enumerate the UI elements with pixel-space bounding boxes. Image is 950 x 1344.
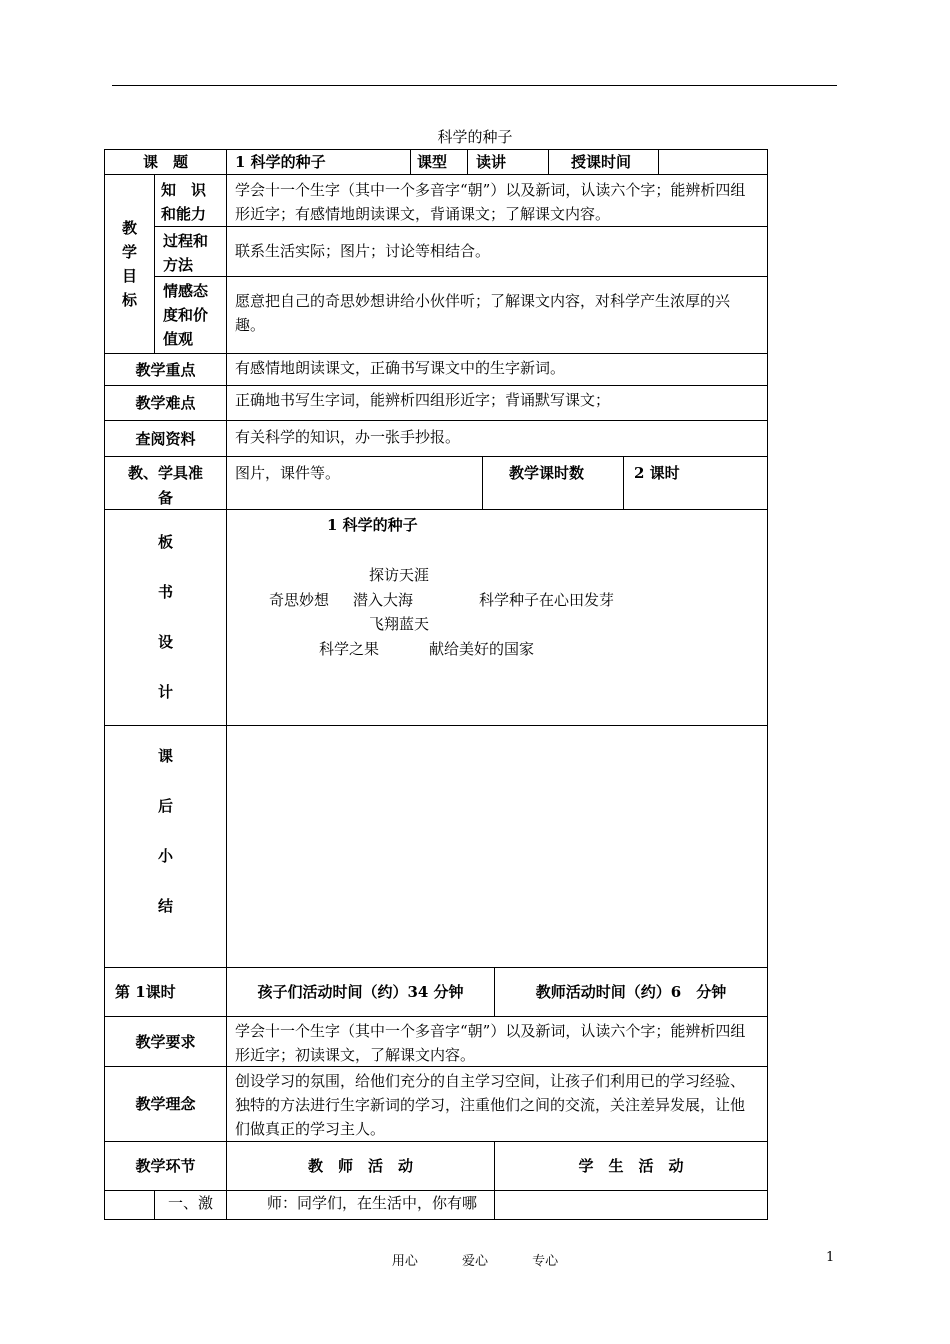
board-line-1: 探访天涯	[369, 566, 430, 584]
board-line-4b: 献给美好的国家	[429, 640, 535, 658]
requirement-text: 学会十一个生字（其中一个多音字“朝”）以及新词，认读六个字；能辨析四组形近字；初读课文，了解课文内容。	[226, 1016, 768, 1067]
student-activity-header: 学 生 活 动	[494, 1141, 768, 1191]
document-title: 科学的种子	[437, 128, 513, 146]
board-label: 板 书 设 计	[104, 509, 227, 726]
references-label: 查阅资料	[104, 420, 227, 457]
class-time-value	[658, 149, 768, 175]
goals-group-label: 教 学 目 标	[104, 174, 155, 354]
prep-label: 教、学具准备	[104, 456, 227, 510]
summary-content	[226, 725, 768, 968]
difficulty-label: 教学难点	[104, 385, 227, 421]
summary-label: 课 后 小 结	[104, 725, 227, 968]
teacher-activity-header: 教 师 活 动	[226, 1141, 495, 1191]
references-text: 有关科学的知识，办一张手抄报。	[226, 420, 768, 457]
steps-label: 教学环节	[104, 1141, 227, 1191]
board-title: 1 科学的种子	[327, 516, 418, 534]
footer-text-b: 爱心	[461, 1254, 488, 1269]
key-point-label: 教学重点	[104, 353, 227, 386]
footer-text-c: 专心	[532, 1254, 559, 1269]
goal-process-label: 过程和 方法	[154, 226, 227, 277]
goal-knowledge-label: 知 识 和能力	[154, 174, 227, 227]
step-student-text	[494, 1190, 768, 1220]
goal-attitude-text: 愿意把自己的奇思妙想讲给小伙伴听；了解课文内容，对科学产生浓厚的兴趣。	[226, 276, 768, 354]
prep-text: 图片，课件等。	[226, 456, 483, 510]
goal-attitude-label: 情感态 度和价 值观	[154, 276, 227, 354]
board-line-2b: 潜入大海	[353, 591, 414, 609]
teacher-activity-time: 教师活动时间（约）6 分钟	[494, 967, 768, 1017]
type-label: 课型	[410, 149, 468, 175]
philosophy-label: 教学理念	[104, 1066, 227, 1142]
type-value: 读讲	[467, 149, 549, 175]
board-content	[226, 509, 768, 726]
footer-text-a: 用心	[391, 1254, 418, 1269]
key-point-text: 有感情地朗读课文，正确书写课文中的生字新词。	[226, 353, 768, 386]
hours-value: 2 课时	[623, 456, 768, 510]
kids-activity-time: 孩子们活动时间（约）34 分钟	[226, 967, 495, 1017]
philosophy-text: 创设学习的氛围，给他们充分的自主学习空间，让孩子们利用已的学习经验、独特的方法进行生字新词的学习，注重他们之间的交流，关注差异发展，让他们做真正的学习主人。	[226, 1066, 768, 1142]
lesson-label: 第 1课时	[104, 967, 227, 1017]
step-blank-cell	[104, 1190, 155, 1220]
difficulty-text: 正确地书写生字词，能辨析四组形近字；背诵默写课文；	[226, 385, 768, 421]
goal-process-text: 联系生活实际；图片；讨论等相结合。	[226, 226, 768, 277]
topic-label: 课 题	[104, 149, 227, 175]
class-time-label: 授课时间	[548, 149, 659, 175]
topic-value: 1 科学的种子	[226, 149, 411, 175]
goal-knowledge-text: 学会十一个生字（其中一个多音字“朝”）以及新词，认读六个字；能辨析四组形近字；有感情地朗读课文，背诵课文；了解课文内容。	[226, 174, 768, 227]
board-line-2c: 科学种子在心田发芽	[479, 591, 615, 609]
header-rule	[112, 85, 837, 86]
step-teacher-text: 师：同学们，在生活中，你有哪	[226, 1190, 495, 1220]
step-name: 一、激	[154, 1190, 227, 1220]
board-line-4a: 科学之果	[319, 640, 380, 658]
board-line-3: 飞翔蓝天	[369, 615, 430, 633]
hours-label: 教学课时数	[482, 456, 624, 510]
board-line-2a: 奇思妙想	[269, 591, 330, 609]
requirement-label: 教学要求	[104, 1016, 227, 1067]
page-number: 1	[826, 1250, 835, 1265]
footer	[0, 1250, 950, 1269]
